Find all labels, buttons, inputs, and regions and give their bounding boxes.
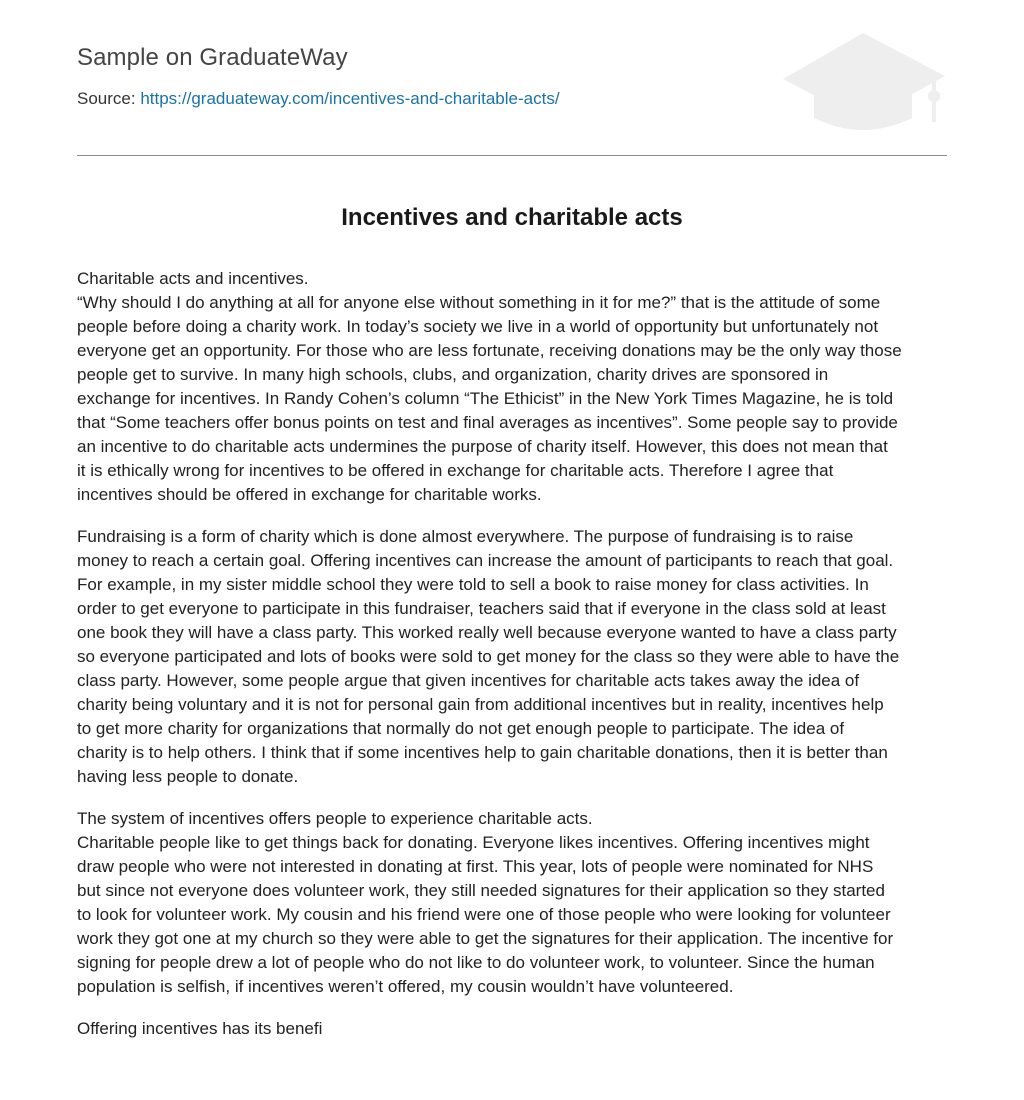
paragraph-line: but since not everyone does volunteer work, they still needed signatures for their application so they started bbox=[77, 881, 885, 900]
paragraph-line: Offering incentives has its benefi bbox=[77, 1019, 323, 1038]
paragraph-line: to get more charity for organizations that normally do not get enough people to participate. The idea of bbox=[77, 719, 845, 738]
paragraph-line: Charitable people like to get things back for donating. Everyone likes incentives. Offering incentives might bbox=[77, 833, 870, 852]
source-line bbox=[77, 89, 560, 109]
paragraph-line: order to get everyone to participate in this fundraiser, teachers said that if everyone in the class sold at least bbox=[77, 599, 886, 618]
paragraph-line: “Why should I do anything at all for anyone else without something in it for me?” that is the attitude of some bbox=[77, 293, 881, 312]
paragraph-line: it is ethically wrong for incentives to be offered in exchange for charitable acts. Therefore I agree that bbox=[77, 461, 834, 480]
paragraph-line: having less people to donate. bbox=[77, 767, 299, 786]
graduation-cap-icon bbox=[781, 30, 947, 132]
paragraph-line: people get to survive. In many high schools, clubs, and organization, charity drives are sponsored in bbox=[77, 365, 829, 384]
paragraph-line: people before doing a charity work. In today’s society we live in a world of opportunity but unfortunately not bbox=[77, 317, 879, 336]
paragraph-line: Fundraising is a form of charity which is done almost everywhere. The purpose of fundraising is to raise bbox=[77, 527, 854, 546]
source-link[interactable]: https://graduateway.com/incentives-and-charitable-acts/ bbox=[140, 89, 560, 108]
paragraph-line: that “Some teachers offer bonus points on test and final averages as incentives”. Some people say to provide bbox=[77, 413, 898, 432]
site-title: Sample on GraduateWay bbox=[77, 44, 348, 71]
paragraph-line: signing for people drew a lot of people who do not like to do volunteer work, to volunteer. Since the human bbox=[77, 953, 875, 972]
paragraph-line: The system of incentives offers people to experience charitable acts. bbox=[77, 809, 593, 828]
article-paragraph bbox=[77, 267, 947, 507]
article-title: Incentives and charitable acts bbox=[341, 204, 683, 231]
article-paragraph bbox=[77, 807, 947, 999]
paragraph-line: For example, in my sister middle school they were told to sell a book to raise money for class activities. In bbox=[77, 575, 869, 594]
header-divider bbox=[77, 155, 947, 156]
paragraph-line: one book they will have a class party. This worked really well because everyone wanted to have a class party bbox=[77, 623, 897, 642]
page-header bbox=[77, 0, 947, 156]
article-paragraph bbox=[77, 525, 947, 789]
paragraph-line: incentives should be offered in exchange for charitable works. bbox=[77, 485, 542, 504]
paragraph-line: so everyone participated and lots of books were sold to get money for the class so they were able to have the bbox=[77, 647, 900, 666]
article-body bbox=[77, 267, 947, 1059]
paragraph-line: money to reach a certain goal. Offering incentives can increase the amount of participants to reach that goal. bbox=[77, 551, 894, 570]
paragraph-line: an incentive to do charitable acts undermines the purpose of charity itself. However, this does not mean that bbox=[77, 437, 888, 456]
paragraph-line: charity is to help others. I think that if some incentives help to gain charitable donations, then it is better than bbox=[77, 743, 888, 762]
article-paragraph bbox=[77, 1017, 947, 1041]
paragraph-line: exchange for incentives. In Randy Cohen’s column “The Ethicist” in the New York Times Magazine, he is told bbox=[77, 389, 894, 408]
paragraph-line: Charitable acts and incentives. bbox=[77, 269, 309, 288]
paragraph-line: to look for volunteer work. My cousin and his friend were one of those people who were looking for volunteer bbox=[77, 905, 891, 924]
source-label: Source: bbox=[77, 89, 136, 108]
paragraph-line: work they got one at my church so they were able to get the signatures for their application. The incentive for bbox=[77, 929, 894, 948]
paragraph-line: charity being voluntary and it is not for personal gain from additional incentives but in reality, incentives help bbox=[77, 695, 884, 714]
paragraph-line: population is selfish, if incentives weren’t offered, my cousin wouldn’t have volunteered. bbox=[77, 977, 734, 996]
paragraph-line: draw people who were not interested in donating at first. This year, lots of people were nominated for NHS bbox=[77, 857, 874, 876]
paragraph-line: class party. However, some people argue that given incentives for charitable acts takes away the idea of bbox=[77, 671, 860, 690]
paragraph-line: everyone get an opportunity. For those who are less fortunate, receiving donations may be the only way those bbox=[77, 341, 902, 360]
